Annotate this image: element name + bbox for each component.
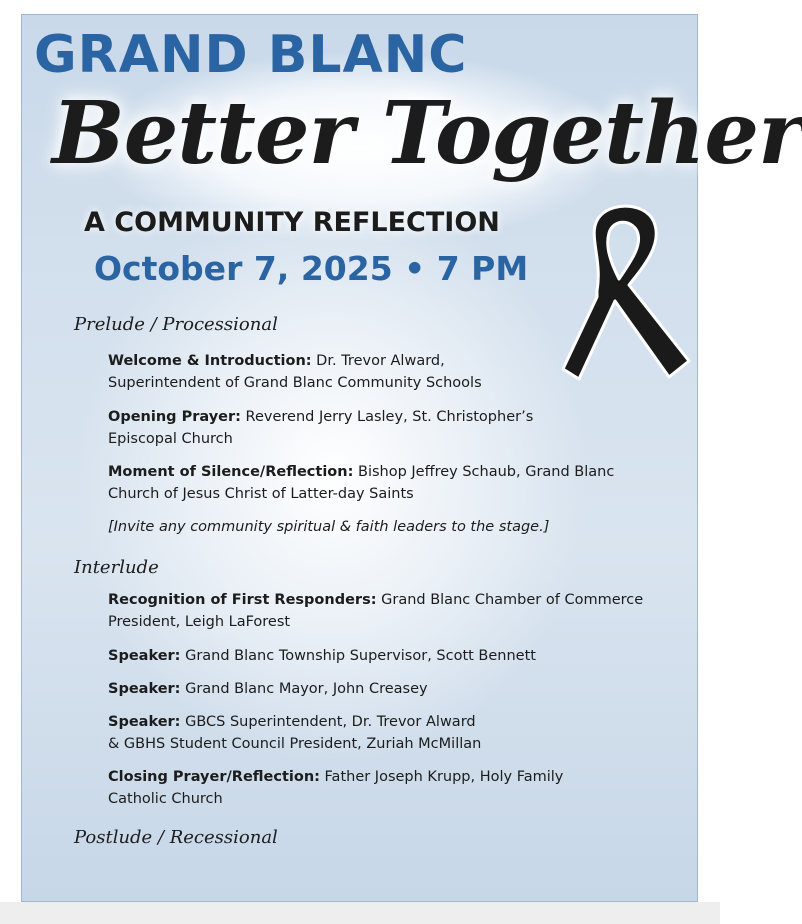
item-text: Catholic Church	[108, 791, 223, 807]
program-item	[108, 711, 668, 755]
item-text: Reverend Jerry Lasley, St. Christopher’s	[240, 409, 534, 425]
section-prelude: Prelude / Processional	[74, 314, 278, 335]
item-label: Speaker:	[108, 648, 181, 664]
item-label: Recognition of First Responders:	[108, 592, 377, 608]
program-item	[108, 350, 668, 394]
item-label: Closing Prayer/Reflection:	[108, 769, 320, 785]
item-text: Father Joseph Krupp, Holy Family	[319, 769, 564, 785]
program-item	[108, 645, 668, 667]
item-label: Welcome & Introduction:	[108, 353, 312, 369]
program-item	[108, 589, 668, 633]
program-item	[108, 678, 668, 700]
item-text: Superintendent of Grand Blanc Community Schools	[108, 375, 482, 391]
flyer	[21, 14, 802, 902]
item-label: Opening Prayer:	[108, 409, 241, 425]
item-label: Moment of Silence/Reflection:	[108, 464, 354, 480]
program-item	[108, 461, 668, 505]
section-interlude: Interlude	[74, 557, 159, 578]
program-item	[108, 766, 668, 810]
item-text: Grand Blanc Township Supervisor, Scott Bennett	[180, 648, 536, 664]
event-date-time: October 7, 2025 • 7 PM	[94, 249, 529, 288]
page-bottom-edge	[0, 902, 720, 924]
event-subtitle: A COMMUNITY REFLECTION	[84, 207, 500, 238]
item-text: Dr. Trevor Alward,	[311, 353, 445, 369]
item-text: Grand Blanc Chamber of Commerce	[376, 592, 644, 608]
item-text: President, Leigh LaForest	[108, 614, 291, 630]
item-text: GBCS Superintendent, Dr. Trevor Alward	[180, 714, 476, 730]
town-title: GRAND BLANC	[34, 25, 468, 85]
section-postlude: Postlude / Recessional	[74, 827, 278, 848]
item-label: Speaker:	[108, 681, 181, 697]
script-title: Better Together	[52, 83, 802, 184]
program-note: [Invite any community spiritual & faith leaders to the stage.]	[108, 519, 550, 535]
item-text: & GBHS Student Council President, Zuriah McMillan	[108, 736, 482, 752]
item-label: Speaker:	[108, 714, 181, 730]
item-text: Grand Blanc Mayor, John Creasey	[180, 681, 428, 697]
item-text: Bishop Jeffrey Schaub, Grand Blanc	[353, 464, 615, 480]
item-text: Church of Jesus Christ of Latter-day Saints	[108, 486, 414, 502]
item-text: Episcopal Church	[108, 431, 233, 447]
program-item	[108, 406, 668, 450]
